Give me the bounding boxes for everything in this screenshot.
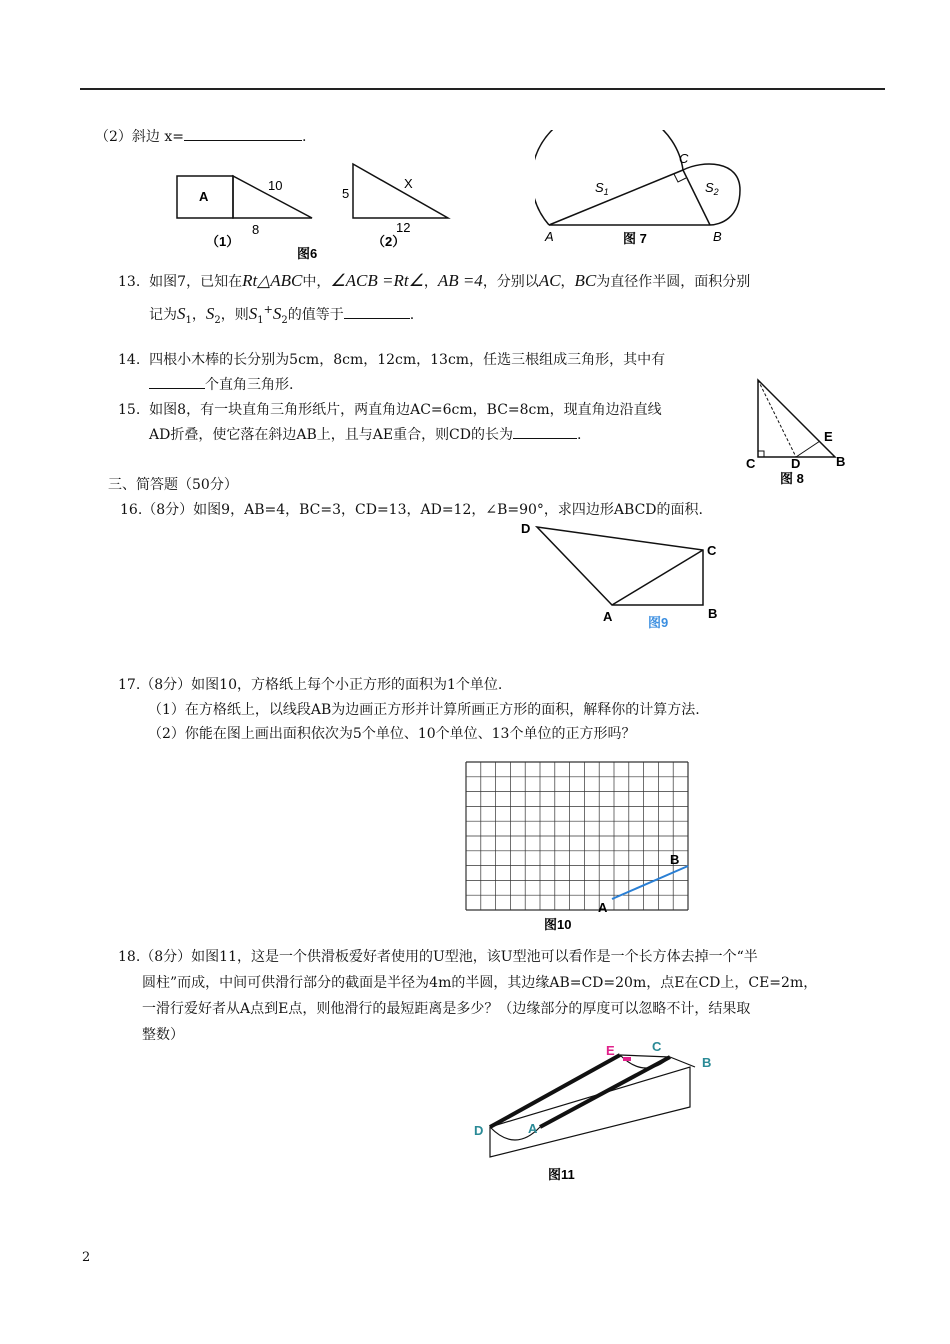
- segment-bc: [683, 170, 710, 225]
- fig7-s1: $S_1$: [595, 180, 609, 197]
- fig9-a: A: [603, 609, 613, 624]
- fig6-len5: 5: [342, 186, 350, 201]
- answer-blank[interactable]: [184, 126, 302, 141]
- fig8-b: B: [836, 454, 846, 469]
- edge-dc: [490, 1055, 620, 1127]
- segment-de: [796, 441, 820, 457]
- fig8-e: E: [824, 429, 833, 444]
- q15-line2: AD折叠，使它落在斜边AB上，且与AE重合，则CD的长为 .: [149, 424, 581, 444]
- q16-text: 16.（8分）如图9，AB=4，BC=3，CD=13，AD=12，∠B=90°，求四边形ABCD的面积.: [120, 502, 703, 518]
- quadrilateral-abcd: [537, 527, 703, 605]
- fig6-lenx: X: [404, 176, 413, 191]
- q14-line2: 个直角三角形.: [149, 374, 293, 394]
- fig8-title: 图 8: [780, 471, 804, 486]
- fig11-title: 图11: [548, 1167, 575, 1182]
- header-rule: [80, 88, 885, 90]
- semicircle-s1: [535, 130, 683, 225]
- q18-line3: 一滑行爱好者从A点到E点，则他滑行的最短距离是多少？（边缘部分的厚度可以忽略不计，结果取: [142, 1001, 751, 1017]
- fig9-d: D: [521, 521, 531, 536]
- fig8-d: D: [791, 456, 801, 471]
- fig11-c: C: [652, 1039, 662, 1054]
- fig9-b: B: [708, 606, 718, 621]
- fig9-c: C: [707, 543, 717, 558]
- fig6-title: 图6: [297, 246, 318, 260]
- fig10-b: B: [670, 852, 680, 867]
- fig9-title: 图9: [648, 615, 669, 630]
- page-number: 2: [82, 1250, 91, 1265]
- fig7-a: A: [545, 229, 554, 244]
- q17-line1: 17.（8分）如图10，方格纸上每个小正方形的面积为1个单位.: [118, 677, 503, 693]
- fold-line-ad: [758, 380, 796, 457]
- q18-line1: 18.（8分）如图11，这是一个供滑板爱好者使用的U型池，该U型池可以看作是一个长方体去掉一个“半: [118, 949, 758, 965]
- grid-paper: [466, 762, 688, 910]
- q18-line2: 圆柱”而成，中间可供滑行部分的截面是半径为4m的半圆，其边缘AB=CD=20m，点E在CD上，CE=2m，: [142, 975, 818, 991]
- fig7-b: B: [713, 229, 722, 244]
- fig6-cap2: （2）: [372, 234, 406, 249]
- q13-line2: 记为$S_1$，$S_2$，则$S_1^+S_2$的值等于 .: [149, 303, 415, 326]
- figure-11: [470, 1035, 730, 1185]
- fig6-len10: 10: [268, 178, 283, 193]
- q15-line1: 15. 如图8，有一块直角三角形纸片，两直角边AC=6cm，BC=8cm，现直角边沿直线: [118, 402, 662, 418]
- fig7-c: C: [679, 151, 689, 166]
- right-angle-mark: [758, 451, 764, 457]
- right-angle-mark: [674, 174, 686, 182]
- fig11-a: A: [528, 1121, 538, 1136]
- q12-part2: （2）斜边 x= .: [95, 126, 306, 146]
- q18-line4: 整数）: [142, 1027, 184, 1043]
- fig6-cap1: （1）: [206, 234, 240, 249]
- q17-line2: （1）在方格纸上，以线段AB为边画正方形并计算所画正方形的面积，解释你的计算方法.: [148, 702, 700, 718]
- fig11-e: E: [606, 1043, 615, 1058]
- fig7-title: 图 7: [623, 231, 647, 246]
- fig11-b: B: [702, 1055, 712, 1070]
- q13-line1: 13. 如图7，已知在Rt△ABC中，∠ACB =Rt∠，AB =4，分别以AC，BC为直径作半圆，面积分别: [118, 271, 751, 290]
- figure-10: [462, 758, 694, 933]
- fig6-label-a: A: [199, 189, 209, 204]
- fig8-c: C: [746, 456, 756, 471]
- section-3-title: 三、简答题（50分）: [108, 477, 238, 493]
- fig10-title: 图10: [544, 917, 572, 932]
- answer-blank[interactable]: [513, 424, 577, 439]
- q17-line3: （2）你能在图上画出面积依次为5个单位、10个单位、13个单位的正方形吗？: [148, 726, 636, 742]
- fig11-d: D: [474, 1123, 484, 1138]
- triangle-acb: [758, 380, 835, 457]
- fig6-len8: 8: [252, 222, 260, 237]
- answer-blank[interactable]: [149, 374, 205, 389]
- segment-ac: [549, 170, 683, 225]
- figure-8: [740, 375, 850, 487]
- fig10-a: A: [598, 900, 608, 915]
- point-e-marker: [623, 1057, 631, 1061]
- fig6-len12: 12: [396, 220, 411, 235]
- figure-9: [515, 515, 730, 633]
- figure-6: [170, 160, 460, 260]
- segment-ab: [612, 866, 688, 899]
- diagonal-ac: [612, 550, 703, 605]
- q14-line1: 14. 四根小木棒的长分别为5cm，8cm，12cm，13cm，任选三根组成三角形，其中有: [118, 352, 666, 368]
- triangle-2: [353, 164, 448, 218]
- fig7-s2: $S_2$: [705, 180, 719, 197]
- figure-7: [535, 130, 750, 250]
- answer-blank[interactable]: [344, 304, 410, 319]
